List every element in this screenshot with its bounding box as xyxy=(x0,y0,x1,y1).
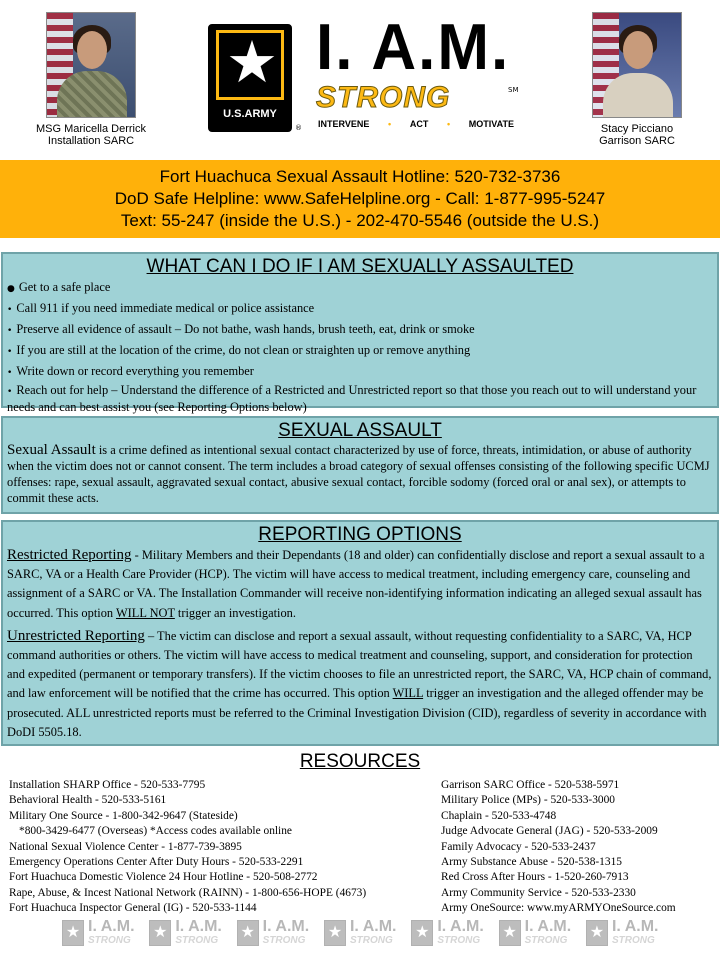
left-person-caption xyxy=(11,123,171,147)
resource-item: *800-3429-6477 (Overseas) *Access codes available online xyxy=(19,825,292,838)
left-person-title: Installation SARC xyxy=(47,135,135,147)
footer-logo-strip xyxy=(60,918,660,948)
list-item: • Call 911 if you need immediate medical or police assistance xyxy=(7,301,315,315)
footer-logo: ★ I. A.M. STRONG xyxy=(497,918,573,948)
hotline-line-1: Fort Huachuca Sexual Assault Hotline: 520-732-3736 xyxy=(159,167,561,186)
army-star-icon: ★ xyxy=(499,920,521,946)
resources-left-column xyxy=(9,778,366,917)
resource-item: Red Cross After Hours - 1-520-260-7913 xyxy=(441,871,629,884)
hotline-banner xyxy=(0,160,720,238)
sexual-assault-definition: Sexual Assault is a crime defined as intentional sexual contact characterized by use of force, threats, intimidation, or abuse of authority when the victim does not or cannot consent. The term includes a broad category of sexual offenses consisting of the following specific UCMJ offenses: rape, sexual assault, aggravated sexual contact, abusive sexual contact, forcible sodomy (forced oral or anal sex), or attempts to commit these acts. xyxy=(7,442,710,505)
list-item: ● Get to a safe place xyxy=(7,280,111,294)
sexual-assault-title: SEXUAL ASSAULT xyxy=(278,420,442,441)
footer-logo: ★ I. A.M. STRONG xyxy=(147,918,223,948)
hotline-line-3: Text: 55-247 (inside the U.S.) - 202-470-5546 (outside the U.S.) xyxy=(120,211,600,230)
resource-item: Garrison SARC Office - 520-538-5971 xyxy=(441,779,620,791)
iam-logo-strong: STRONG xyxy=(316,81,451,114)
resource-item: Chaplain - 520-533-4748 xyxy=(441,809,557,822)
portrait-photo-left xyxy=(46,12,136,118)
army-star-icon: ★ xyxy=(586,920,608,946)
reporting-options-section xyxy=(1,520,719,746)
footer-logo: ★ I. A.M. STRONG xyxy=(235,918,311,948)
footer-logo: ★ I. A.M. STRONG xyxy=(584,918,660,948)
restricted-reporting-heading: Restricted Reporting xyxy=(7,547,132,563)
resource-item: Installation SHARP Office - 520-533-7795 xyxy=(9,779,206,791)
what-to-do-section xyxy=(1,252,719,414)
resource-item: Army Community Service - 520-533-2330 xyxy=(441,886,636,899)
resource-item: Rape, Abuse, & Incest National Network (RAINN) - 1-800-656-HOPE (4673) xyxy=(9,886,367,899)
right-person-title: Garrison SARC xyxy=(599,135,675,147)
list-item: • Preserve all evidence of assault – Do not bathe, wash hands, brush teeth, eat, drink or smoke xyxy=(7,322,475,336)
unrestricted-reporting-heading: Unrestricted Reporting xyxy=(7,627,145,644)
resources-title: RESOURCES xyxy=(299,751,421,772)
resource-item: Military One Source - 1-800-342-9647 (Stateside) xyxy=(9,809,238,822)
resource-item: National Sexual Violence Center - 1-877-739-3895 xyxy=(9,840,242,853)
hotline-line-2: DoD Safe Helpline: www.SafeHelpline.org - Call: 1-877-995-5247 xyxy=(114,189,606,208)
resource-item: Army Substance Abuse - 520-538-1315 xyxy=(441,856,622,869)
resource-item: Behavioral Health - 520-533-5161 xyxy=(9,794,167,807)
resources-right-column xyxy=(441,778,676,917)
army-star-icon: ★ xyxy=(237,920,259,946)
resource-item: Judge Advocate General (JAG) - 520-533-2009 xyxy=(441,825,658,838)
army-star-icon: ★ xyxy=(411,920,433,946)
unrestricted-reporting-paragraph: Unrestricted Reporting – The victim can disclose and report a sexual assault, without requesting confidentiality to a SARC, VA, HCP command authorities or others. The victim will have access to medical treatment and counseling, support, and consideration for protection and expedited (permanent or temporary transfers). If the victim chooses to file an unrestricted report, the SARC, VA, HCP chain of command, and law enforcement will be notified that the crime has occurred. This option WILL trigger an investigation and the alleged offender may be prosecuted. ALL unrestricted reports must be referred to the Criminal Investigation Division (CID), regardless of severity in accordance with DoDI 5505.18. xyxy=(7,627,712,739)
resource-item: Family Advocacy - 520-533-2437 xyxy=(441,840,596,853)
army-star-icon: ★ xyxy=(226,28,278,96)
army-star-icon: ★ xyxy=(324,920,346,946)
army-logo-text: U.S.ARMY xyxy=(210,108,290,120)
right-person-caption xyxy=(557,123,717,147)
footer-logo: ★ I. A.M. STRONG xyxy=(409,918,485,948)
restricted-reporting-paragraph: Restricted Reporting - Military Members and their Dependants (18 and older) can confidentially disclose and report a sexual assault to a SARC, VA or a Health Care Provider (HCP). The victim will have access to medical treatment, including emergency care, counseling and assignment of a SARC or VA. The Installation Commander will receive non-identifying information indicating an alleged sexual assault has occurred. This option WILL NOT trigger an investigation. xyxy=(7,547,705,620)
list-item: • Write down or record everything you remember xyxy=(7,364,254,378)
footer-logo: ★ I. A.M. STRONG xyxy=(322,918,398,948)
army-star-icon: ★ xyxy=(62,920,84,946)
resource-item: Fort Huachuca Inspector General (IG) - 520-533-1144 xyxy=(9,902,257,915)
list-item: • If you are still at the location of the crime, do not clean or straighten up or remove anything xyxy=(7,343,471,357)
iam-logo-main: I. A.M. xyxy=(316,11,511,84)
resource-item: Fort Huachuca Domestic Violence 24 Hour Hotline - 520-508-2772 xyxy=(9,871,318,884)
portrait-photo-right xyxy=(592,12,682,118)
list-item: • Reach out for help – Understand the difference of a Restricted and Unrestricted report so that those you reach out to will understand your needs and can best assist you (see Reporting Options below) xyxy=(7,383,697,414)
us-army-logo: ★ U.S.ARMY ® xyxy=(208,24,292,132)
resource-item: Army OneSource: www.myARMYOneSource.com xyxy=(441,902,676,915)
iam-logo-tagline: INTERVENE • ACT • MOTIVATE xyxy=(318,119,514,129)
resource-item: Emergency Operations Center After Duty Hours - 520-533-2291 xyxy=(9,856,304,869)
sexual-assault-section xyxy=(1,416,719,514)
army-star-icon: ★ xyxy=(149,920,171,946)
footer-logo: ★ I. A.M. STRONG xyxy=(60,918,136,948)
resource-item: Military Police (MPs) - 520-533-3000 xyxy=(441,794,616,807)
left-person-name: MSG Maricella Derrick xyxy=(35,123,146,135)
reporting-options-title: REPORTING OPTIONS xyxy=(258,524,462,545)
what-to-do-title: WHAT CAN I DO IF I AM SEXUALLY ASSAULTED xyxy=(146,256,574,277)
iam-strong-logo: I. A.M. STRONG SM INTERVENE • ACT • MOTIVATE xyxy=(316,11,519,129)
header xyxy=(0,0,720,160)
right-person-name: Stacy Picciano xyxy=(600,123,674,135)
